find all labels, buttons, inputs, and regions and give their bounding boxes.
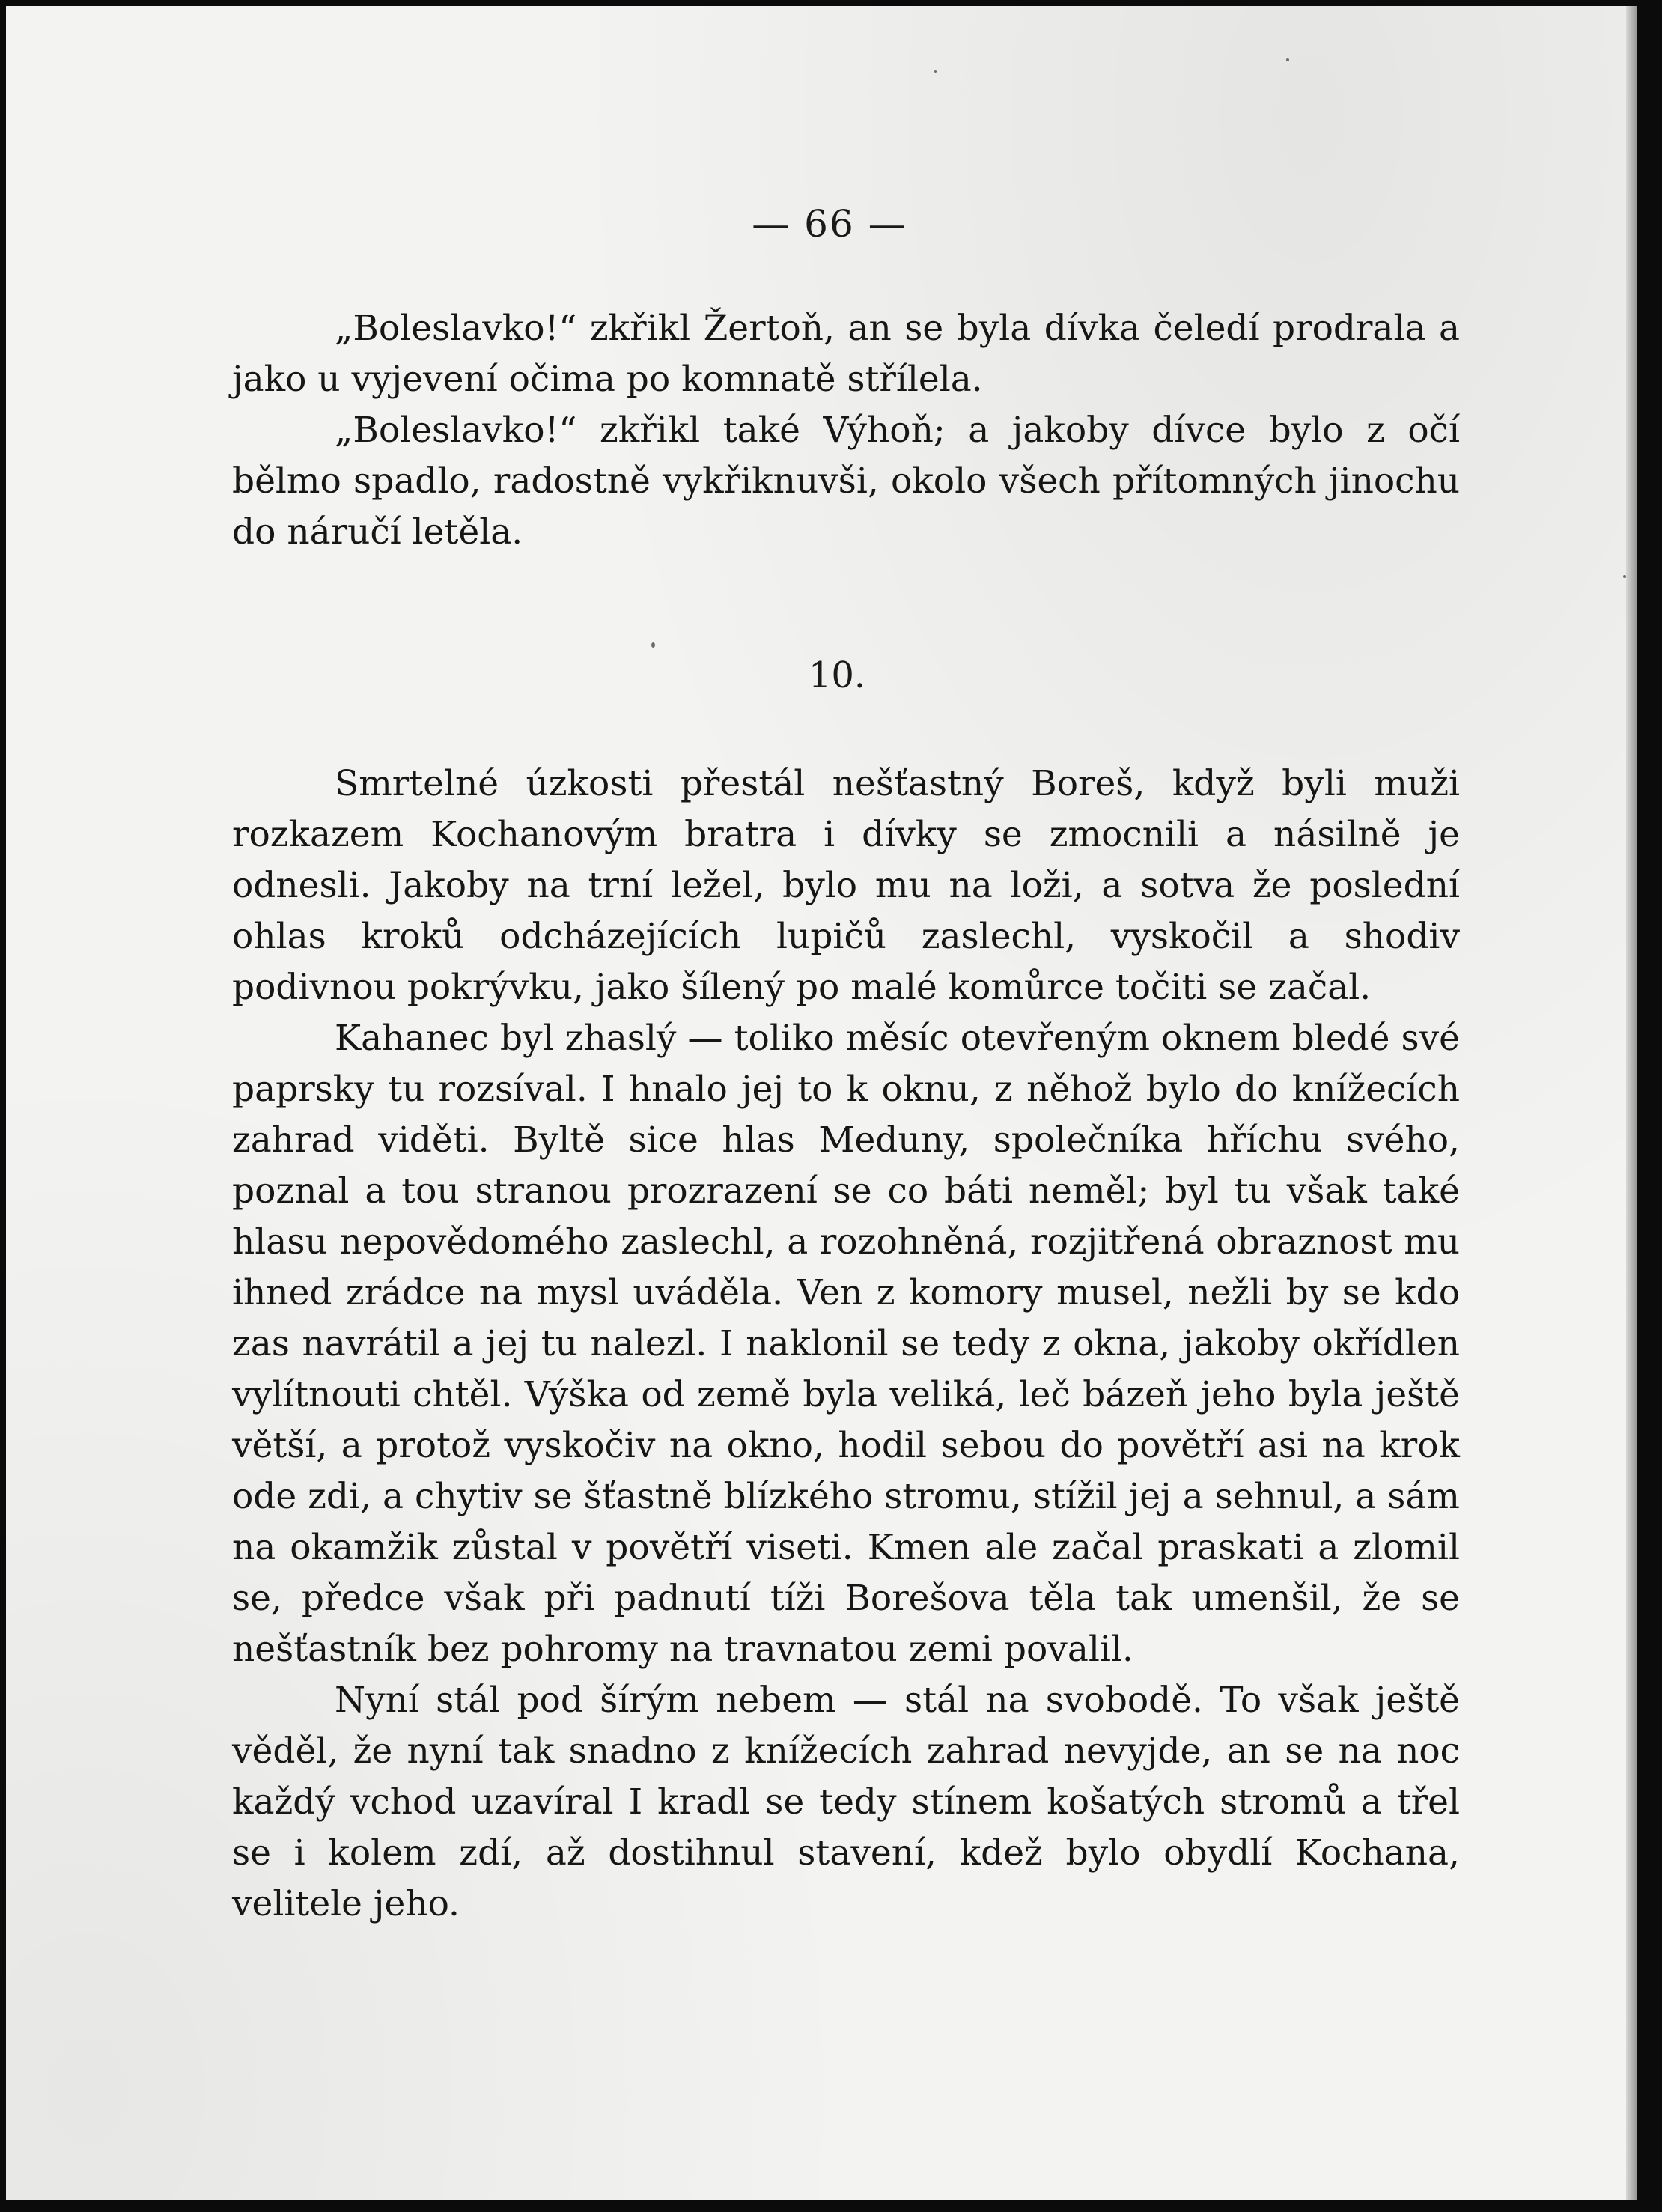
- paragraph: „Boleslavko!“ zkřikl Žertoň, an se byla dívka čeledí prodrala a jako u vyjevení očima po komnatě střílela.: [232, 308, 1460, 400]
- intro-text-block: [232, 303, 1460, 558]
- paper-speck: [1623, 575, 1626, 578]
- paragraph: Kahanec byl zhaslý — toliko měsíc otevřeným oknem bledé své paprsky tu rozsíval. I hnalo jej to k oknu, z něhož bylo do knížecích zahrad viděti. Byltě sice hlas Meduny, společníka hříchu svého, poznal a tou stranou prozrazení se co báti neměl; byl tu však také hlasu nepovědomého zaslechl, a rozohněná, rozjitřená obraznost mu ihned zrádce na mysl uváděla. Ven z komory musel, nežli by se kdo zas navrátil a jej tu nalezl. I naklonil se tedy z okna, jakoby okřídlen vylítnouti chtěl. Výška od země byla veliká, leč bázeň jeho byla ještě větší, a protož vyskočiv na okno, hodil sebou do povětří asi na krok ode zdi, a chytiv se šťastně blízkého stromu, stížil jej a sehnul, a sám na okamžik zůstal v povětří viseti. Kmen ale začal praskati a zlomil se, předce však při padnutí tíži Borešova těla tak umenšil, že se nešťastník bez pohromy na travnatou zemi povalil.: [232, 1018, 1460, 1670]
- book-page: [6, 6, 1637, 2200]
- page-edge-shadow: [1626, 6, 1637, 2200]
- paper-speck: [1286, 58, 1289, 61]
- paragraph: Nyní stál pod šírým nebem — stál na svobodě. To však ještě věděl, že nyní tak snadno z knížecích zahrad nevyjde, an se na noc každý vchod uzavíral I kradl se tedy stínem košatých stromů a třel se i kolem zdí, až dostihnul stavení, kdež bylo obydlí Kochana, velitele jeho.: [232, 1680, 1460, 1924]
- paper-speck: [934, 70, 937, 73]
- main-text-block: [232, 759, 1460, 1930]
- section-number: 10.: [808, 654, 866, 696]
- paragraph: Smrtelné úzkosti přestál nešťastný Boreš, když byli muži rozkazem Kochanovým bratra i dívky se zmocnili a násilně je odnesli. Jakoby na trní ležel, bylo mu na loži, a sotva že poslední ohlas kroků odcházejících lupičů zaslechl, vyskočil a shodiv podivnou pokrývku, jako šílený po malé komůrce točiti se začal.: [232, 763, 1460, 1008]
- paper-speck: [651, 642, 655, 648]
- page-number: — 66 —: [752, 202, 907, 246]
- paragraph: „Boleslavko!“ zkřikl také Výhoň; a jakoby dívce bylo z očí bělmo spadlo, radostně vykřiknuvši, okolo všech přítomných jinochu do náručí letěla.: [232, 410, 1460, 553]
